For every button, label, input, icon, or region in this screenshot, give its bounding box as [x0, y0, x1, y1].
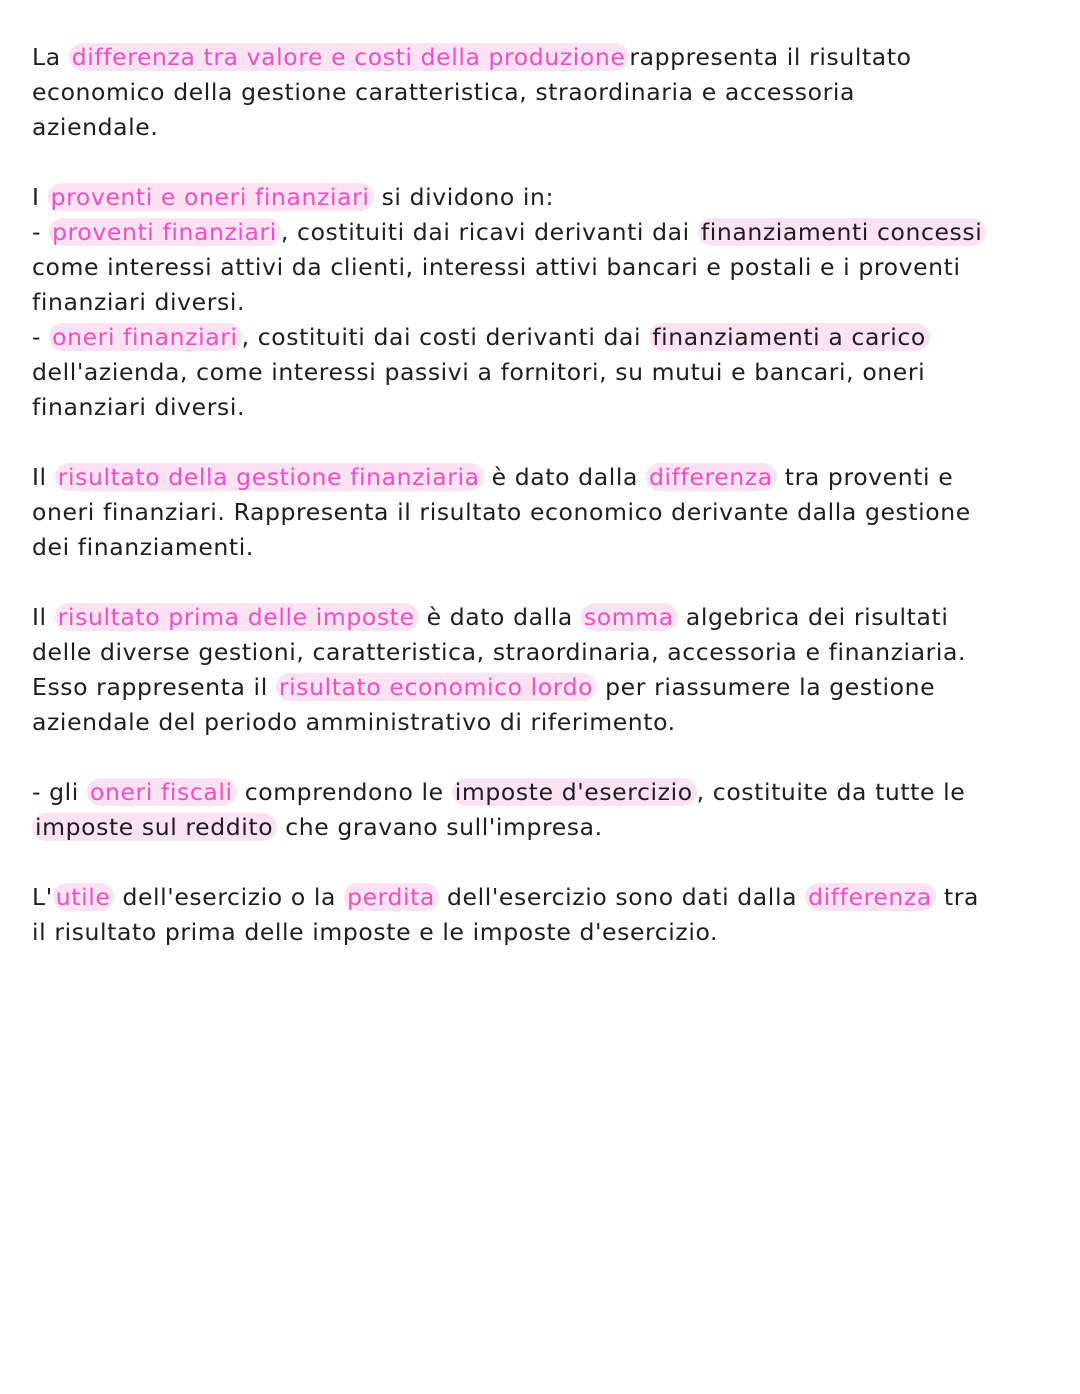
highlighted-term: somma: [581, 603, 678, 631]
highlighted-term: imposte sul reddito: [32, 813, 277, 841]
text-segment: , costituiti dai ricavi derivanti dai: [280, 218, 698, 246]
text-line: [32, 775, 1050, 810]
text-line: [32, 530, 1050, 565]
text-line: [32, 250, 1050, 285]
text-line: [32, 915, 1050, 950]
highlighted-term: risultato prima delle imposte: [55, 603, 419, 631]
text-segment: è dato dalla: [483, 463, 647, 491]
text-segment: I: [32, 183, 48, 211]
text-line: [32, 180, 1050, 215]
text-segment: dell'esercizio sono dati dalla: [438, 883, 806, 911]
highlighted-term: proventi finanziari: [49, 218, 281, 246]
highlighted-term: perdita: [344, 883, 439, 911]
text-segment: si dividono in:: [373, 183, 555, 211]
paragraph: [32, 600, 1050, 740]
highlighted-term: oneri finanziari: [49, 323, 241, 351]
text-segment: delle diverse gestioni, caratteristica, straordinaria, accessoria e finanziaria.: [32, 638, 967, 666]
text-line: [32, 390, 1050, 425]
text-segment: dei finanziamenti.: [32, 533, 254, 561]
text-segment: comprendono le: [236, 778, 452, 806]
text-segment: -: [32, 218, 50, 246]
text-segment: tra: [935, 883, 979, 911]
paragraph: [32, 775, 1050, 845]
text-segment: rappresenta il risultato: [629, 43, 912, 71]
text-line: [32, 110, 1050, 145]
text-segment: L': [32, 883, 53, 911]
text-segment: per riassumere la gestione: [597, 673, 936, 701]
text-segment: è dato dalla: [418, 603, 581, 631]
highlighted-term: differenza: [805, 883, 936, 911]
paragraph-gap: [32, 565, 1050, 600]
paragraph: [32, 460, 1050, 565]
text-line: [32, 495, 1050, 530]
text-segment: tra proventi e: [776, 463, 954, 491]
text-segment: La: [32, 43, 69, 71]
text-segment: Il: [32, 603, 55, 631]
paragraph: [32, 180, 1050, 425]
text-segment: come interessi attivi da clienti, interessi attivi bancari e postali e i proventi: [32, 253, 961, 281]
text-segment: Esso rappresenta il: [32, 673, 276, 701]
text-segment: - gli: [32, 778, 87, 806]
text-line: [32, 705, 1050, 740]
paragraph-gap: [32, 145, 1050, 180]
paragraph-gap: [32, 425, 1050, 460]
highlighted-term: risultato economico lordo: [276, 673, 597, 701]
text-segment: -: [32, 323, 50, 351]
paragraph-gap: [32, 740, 1050, 775]
text-segment: il risultato prima delle imposte e le imposte d'esercizio.: [32, 918, 719, 946]
text-segment: aziendale.: [32, 113, 159, 141]
text-segment: , costituiti dai costi derivanti dai: [241, 323, 650, 351]
text-segment: Il: [32, 463, 55, 491]
text-segment: finanziari diversi.: [32, 393, 246, 421]
text-segment: economico della gestione caratteristica, straordinaria e accessoria: [32, 78, 856, 106]
text-line: [32, 40, 1050, 75]
text-segment: dell'esercizio o la: [114, 883, 345, 911]
highlighted-term: finanziamenti concessi: [698, 218, 987, 246]
paragraph: [32, 880, 1050, 950]
text-line: [32, 320, 1050, 355]
text-line: [32, 355, 1050, 390]
text-line: [32, 600, 1050, 635]
highlighted-term: proventi e oneri finanziari: [48, 183, 374, 211]
highlighted-term: differenza: [646, 463, 777, 491]
text-line: [32, 460, 1050, 495]
highlighted-term: utile: [53, 883, 115, 911]
text-line: [32, 285, 1050, 320]
text-segment: dell'azienda, come interessi passivi a fornitori, su mutui e bancari, oneri: [32, 358, 926, 386]
highlighted-term: risultato della gestione finanziaria: [55, 463, 484, 491]
text-segment: , costituite da tutte le: [696, 778, 966, 806]
text-line: [32, 670, 1050, 705]
highlighted-term: oneri fiscali: [87, 778, 237, 806]
highlighted-term: differenza tra valore e costi della produzione: [69, 43, 630, 71]
highlighted-term: finanziamenti a carico: [649, 323, 930, 351]
text-segment: finanziari diversi.: [32, 288, 246, 316]
paragraph: [32, 40, 1050, 145]
text-line: [32, 635, 1050, 670]
text-line: [32, 215, 1050, 250]
text-segment: oneri finanziari. Rappresenta il risultato economico derivante dalla gestione: [32, 498, 971, 526]
text-line: [32, 880, 1050, 915]
text-segment: aziendale del periodo amministrativo di riferimento.: [32, 708, 676, 736]
text-segment: che gravano sull'impresa.: [277, 813, 603, 841]
paragraph-gap: [32, 845, 1050, 880]
text-line: [32, 75, 1050, 110]
text-segment: algebrica dei risultati: [677, 603, 949, 631]
text-line: [32, 810, 1050, 845]
highlighted-term: imposte d'esercizio: [452, 778, 697, 806]
